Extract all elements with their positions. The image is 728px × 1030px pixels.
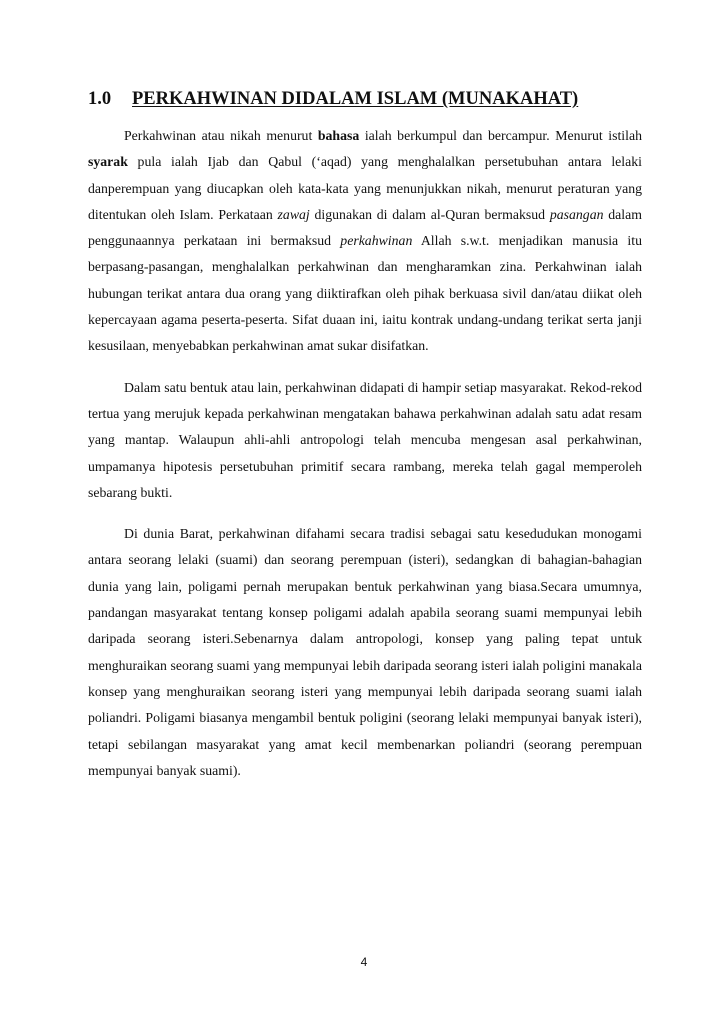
text-run: Dalam satu bentuk atau lain, perkahwinan didapati di hampir setiap masyarakat. Rekod-rekod tertua yang merujuk kepada perkahwinan mengatakan bahawa perkahwinan adalah satu adat resam yang mantap. Walaupun ahli-ahli antropologi telah mencuba mengesan asal perkahwinan, umpamanya hipotesis persetubuhan primitif secara rambang, mereka telah gagal memperoleh sebarang bukti.	[88, 379, 642, 500]
paragraph-1	[88, 123, 642, 360]
text-run: dalam penggunaannya perkataan ini bermaksud	[88, 206, 642, 249]
section-heading	[88, 88, 642, 110]
section-title: PERKAHWINAN DIDALAM ISLAM (MUNAKAHAT)	[132, 89, 579, 109]
text-run-italic: perkahwinan	[340, 233, 413, 249]
section-number: 1.0	[88, 89, 112, 109]
document-page	[88, 88, 642, 799]
page-number: 4	[360, 955, 368, 969]
text-run: Di dunia Barat, perkahwinan difahami secara tradisi sebagai satu kesedudukan monogami antara seorang lelaki (suami) dan seorang perempuan (isteri), sedangkan di bahagian-bahagian dunia yang lain, poligami pernah merupakan bentuk perkahwinan yang biasa.Secara umumnya, pandangan masyarakat tentang konsep poligami adalah apabila seorang suami mempunyai lebih daripada seorang isteri.Sebenarnya dalam antropologi, konsep yang paling tepat untuk menghuraikan seorang suami yang mempunyai lebih daripada seorang isteri ialah poligini manakala konsep yang menghuraikan seorang isteri yang mempunyai lebih daripada seorang suami ialah poliandri. Poligami biasanya mengambil bentuk poligini (seorang lelaki mempunyai banyak isteri), tetapi sebilangan masyarakat yang amat kecil membenarkan poliandri (seorang perempuan mempunyai banyak suami).	[88, 526, 642, 778]
text-run: pula ialah Ijab dan Qabul (‘aqad) yang menghalalkan persetubuhan antara lelaki danperempuan yang diucapkan oleh kata-kata yang menunjukkan nikah, menurut peraturan yang ditentukan oleh Islam. Perkataan	[88, 154, 642, 222]
text-run-italic: pasangan	[549, 206, 604, 222]
paragraph-2	[88, 375, 642, 506]
text-run-bold: syarak	[88, 154, 128, 170]
text-run: Perkahwinan atau nikah menurut	[124, 128, 318, 143]
text-run: Allah s.w.t. menjadikan manusia itu berpasang-pasangan, menghalalkan perkahwinan dan mengharamkan zina. Perkahwinan ialah hubungan terikat antara dua orang yang diiktirafkan oleh pihak berkuasa sivil dan/atau diikat oleh kepercayaan agama peserta-peserta. Sifat duaan ini, iaitu kontrak undang-undang terikat serta janji kesusilaan, menyebabkan perkahwinan amat sukar disifatkan.	[88, 233, 642, 354]
paragraph-3	[88, 521, 642, 784]
text-run: ialah berkumpul dan bercampur. Menurut istilah	[359, 128, 642, 143]
text-run: digunakan di dalam al-Quran bermaksud	[309, 206, 550, 222]
text-run-bold: bahasa	[317, 128, 360, 143]
text-run-italic: zawaj	[277, 206, 310, 222]
